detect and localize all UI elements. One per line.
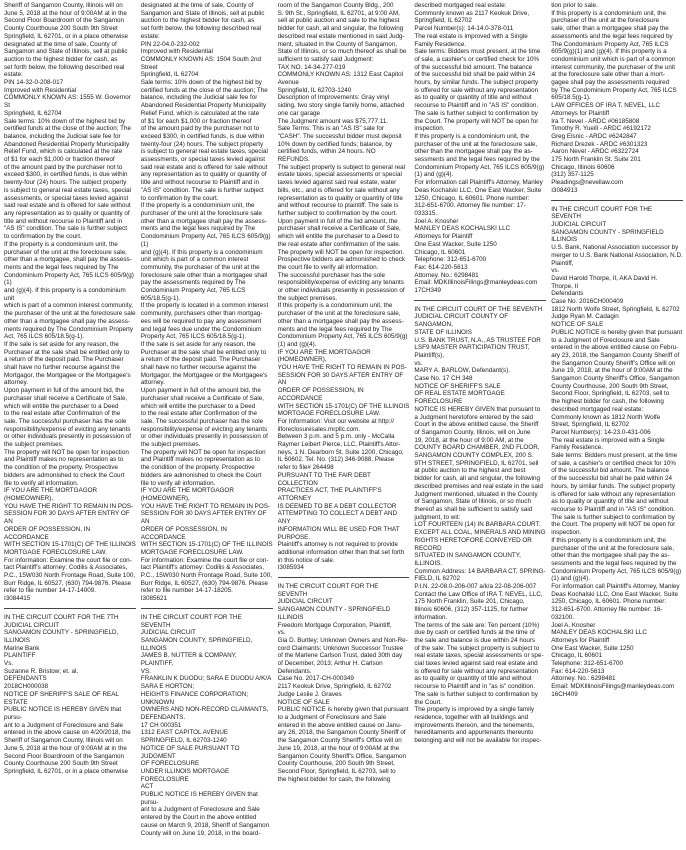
notice-text: described mortgaged real estate: Commonly known as 2117 Keokuk Drive, Springfield, IL 62702 Parcel Number(s): 14-14.0-378-011 The real estate is improved with a Single Family Residence. Sale terms: Bidders must present, at the time of sale, a cashier's or certified check for 10% of the successful bid amount. The balance of the successful bid shall be paid within 24 hours, by similar funds. The subject property is offered for sale without any representation as to quality or quantity of title and without recourse to Plaintiff and in "AS IS" condition. The sale is further subject to confirmation by the Court. The property will NOT be open for inspection. If this property is a condominium unit, the purchaser of the unit at the foreclosure sale, other than the mortgagee shall pay the as- sessments and the legal fees required by the Condominium Property Act, 765 ILCS 605/9(g) (1) and (g)(4). For information call Plaintiff's Attorney, Manley Deas Kochalski LLC, One East Wacker, Suite 1250, Chicago, IL 60601. Phone number: 312-651-6700. Attorney file number: 17- 033315. Joel A. Knosher MANLEY DEAS KOCHALSKI LLC Attorneys for Plaintiff One East Wacker, Suite 1250 Chicago, IL 60601 Telephone: 312-651-6700 Fax: 614-220-5613 Attorney. No.: 6298481 Email: MDKIllinoisFilings@manleydeas.com 17CH349 — [414, 2, 545, 295]
notice-block — [551, 206, 683, 699]
column-1 — [4, 2, 136, 850]
notice-text: IN THE CIRCUIT COURT FOR THE SEVENTH JUDICIAL CIRCUIT SANGAMON COUNTY - SPRINGFIELD ILLINOIS Freedom Mortgage Corporation, Plaintiff, vs. Gia D. Burtley; Unknown Owners and Non-Re- cord Claimants; Unknown Successor Trustee of the Marlene Carlson Trust, dated 30th day of December, 2013; Arthur H. Carlson Defendants. Case No. 2017-CH-000349 2117 Keokuk Drive, Springfield, IL 62702 Judge Leslie J. Graves NOTICE OF SALE PUBLIC NOTICE is hereby given that pursuant to a Judgment of Foreclosure and Sale entered in the above entitled cause on Janu- ary 26, 2018, the Sangamon County Sheriff of the Sangamon County Sheriff's Office will on June 19, 2018, at the hour of 9:00AM at the Sangamon County Sheriff's Office, Sangamon County Courthouse, 200 South 9th Street, Second Floor, Springfield, IL 62703, sell to the highest bidder for cash, the following — [277, 583, 409, 783]
notice-block — [141, 614, 273, 837]
notice-text: room of the Sangamon County Bldg., 200 S. 9th St., Springfield, IL 62701, at 9:00 AM, sell at public auction and sale to the highest bidder for cash, all and singular, the following described real estate mentioned in said Judg- ment, situated in the County of Sangamon, State of Illinois, or so much thereof as shall be sufficient to satisfy said Judgment: TAX NO. 14-34-277-019 COMMONLY KNOWN AS: 1312 East Capitol Avenue Springfield, IL 62703-1240 Description of Improvements: Gray vinyl siding, two story single family home, attached one car garage The Judgment amount was $75,777.11. Sale Terms: This is an "AS IS" sale for "CASH". The successful bidder must deposit 10% down by certified funds; balance, by certified funds, within 24 hours. NO REFUNDS. The subject property is subject to general real estate taxes, special assessments or special taxes levied against said real estate, water bills, etc., and is offered for sale without any representation as to quality or quantity of title and without recourse to plaintiff. The sale is further subject to confirmation by the court. Upon payment in full of the bid amount, the purchaser shall receive a Certificate of Sale, which will entitle the purchaser to a Deed to the real estate after confirmation of the sale. The property will NOT be open for inspection. Prospective bidders are admonished to check the court file to verify all information. The successful purchaser has the sole responsibility/expense of evicting any tenants or other individuals presently in possession of the subject premises. If this property is a condominium unit, the purchaser of the unit at the foreclosure sale, other than a mortgagee shall pay the assess- ments and the legal fees required by The Condominium Property Act, 765 ILCS 605/9(g) (1) and (g)(4). IF YOU ARE THE MORTGAGOR (HOMEOWNER), YOU HAVE THE RIGHT TO REMAIN IN POS- SESSION FOR 30 DAYS AFTER ENTRY OF AN ORDER OF POSSESSION, IN ACCORDANCE WITH SECTION 15-1701(C) OF THE ILLINOIS MORTGAGE FORECLOSURE LAW. For Information: Visit our website at http:// ilforeclosuresales.mrpllc.com. Between 3 p.m. and 5 p.m. only - McCalla Raymer Leibert Pierce, LLC, Plaintiff's Attor- neys, 1 N. Dearborn St. Suite 1200, Chicago, IL 60602. Tel. No. (312) 346-9088. Please refer to file# 264498 PURSUANT TO THE FAIR DEBT COLLECTION PRACTICES ACT, THE PLAINTIFF'S ATTORNEY IS DEEMED TO BE A DEBT COLLECTOR ATTEMPTING TO COLLECT A DEBT AND ANY INFORMATION WILL BE USED FOR THAT PURPOSE. Plaintiff's attorney is not required to provide additional information other than that set forth in this notice of sale. I3085934 — [277, 2, 410, 572]
notice-block — [141, 2, 273, 603]
notice-text: Sheriff of Sangamon County, Illinois will on June 5, 2018 at the hour of 9:00AM at in the Second Floor Boardroom of the Sangamon County Courthouse 200 South 9th Street Springfield, IL 62701, or in a place otherwise designated at the time of sale, County of Sangamon and State of Illinois, sell at public auction to the highest bidder for cash, as set forth below, the following described real estate: PIN 14-32-0-208-017 Improved with Residential COMMONLY KNOWN AS: 1555 W. Governor St Springfield, IL 62704 Sale terms: 10% down of the highest bid by certified funds at the close of the auction; The balance, including the Judicial sale fee for Abandoned Residential Property Municipality Relief Fund, which is calculated at the rate of $1 for each $1,000 or fraction thereof of the amount paid by the purchaser not to exceed $300, in certified funds, is due within twenty-four (24) hours. The subject property is subject to general real estate taxes, special assessments, or special taxes levied against said real estate and is offered for sale without any representation as to quality or quantity of title and without recourse to Plaintiff and in "AS IS" condition. The sale is further subject to confirmation by the court. If the property is a condominium unit, the purchaser of the unit at the foreclosure sale, other than a mortgagee, shall pay the assess- ments and the legal fees required by The Condominium Property Act, 765 ILCS 605/9(g)(1) and (g)(4). If this property is a condominium unit which is part of a common interest community, the purchaser of the unit at the foreclosure sale other than a mortgagee shall pay the assess- ments required by The Condominium Property Act, 765 ILCS 605/18.5(g-1). If the sale is set aside for any reason, the Purchaser at the sale shall be entitled only to a return of the deposit paid. The Purchaser shall have no further recourse against the Mortgagor, the Mortgagee or the Mortgagee's attorney. Upon payment in full of the amount bid, the purchaser shall receive a Certificate of Sale, which will entitle the purchaser to a Deed to the real estate after Confirmation of the sale. The successful purchaser has the sole responsibility/expense of evicting any tenants or other individuals presently in possession of the subject premises. The property will NOT be open for inspection and Plaintiff makes no representation as to the condition of the property. Prospective bidders are admonished to check the Court file to verify all information. IF YOU ARE THE MORTGAGOR (HOMEOWNER), YOU HAVE THE RIGHT TO REMAIN IN POS- SESSION FOR 30 DAYS AFTER ENTRY OF AN ORDER OF POSSESSION, IN ACCORDANCE WITH SECTION 15-1701(C) OF THE ILLINOIS MORTGAGE FORECLOSURE LAW. For information: Examine the court file or con- tact Plaintiff's attorney: Codilis & Associates, P.C., 15W030 North Frontage Road, Suite 100, Burr Ridge, IL 60527, (630) 794-9876. Please refer to file number 14-17-14009. I3084415 — [4, 2, 136, 603]
notice-text: IN THE CIRCUIT COURT FOR THE SEVENTH JUDICIAL CIRCUIT SANGAMON COUNTY, SPRINGFIELD, ILLINOIS JAMES B. NUTTER & COMPANY, PLAINTIFF, VS. FRANKLIN K DUODU; SARA E DUODU A/K/A SARA E HORTON; HEIGHTS FINANCE CORPORATION; UNKNOWN OWNERS AND NON-RECORD CLAIMANTS, DEFENDANTS. 17 CH 000351 1312 EAST CAPITOL AVENUE SPRINGFIELD, IL 62703-1240 NOTICE OF SALE PURSUANT TO JUDGMENT OF FORECLOSURE UNDER ILLINOIS MORTGAGE FORECLOSURE ACT PUBLIC NOTICE IS HEREBY GIVEN that pursu- ant to a Judgment of Foreclosure and Sale entered by the Court in the above entitled cause on March 9, 2018, Sheriff of Sangamon County will on June 19, 2018, in the board- — [140, 613, 272, 837]
notice-block — [278, 583, 410, 783]
notice-divider — [278, 577, 410, 578]
notice-divider — [4, 608, 136, 609]
notice-text: tion prior to sale. If this property is a condominium unit, the purchaser of the unit at the foreclosure sale, other than a mortgagee shall pay the assessments and the legal fees required by The Condominium Property Act, 765 ILCS 605/9(g)(1) and (g)(4). If this property is a condominium unit which is part of a common interest community, the purchaser of the unit at the foreclosure sale other than a mort- gagee shall pay the assessments required by The Condominium Property Act, 765 ILCS 605/18.5(g-1). LAW OFFICES OF IRA T. NEVEL, LLC Attorneys for Plaintiff Ira T. Nevel - ARDC #06185808 Timothy R. Yueill - ARDC #6192172 Greg Elsnic - ARDC #6242847 Richard Drezek - ARDC #6301323 Aaron Nevel - ARDC #6322724 175 North Franklin St. Suite 201 Chicago, Illinois 60606 (312) 357-1125 Pleadings@nevellaw.com I3084913 — [551, 2, 677, 194]
notice-block — [4, 614, 136, 776]
notice-block — [278, 2, 410, 572]
notice-divider — [141, 608, 273, 609]
notice-text: IN THE CIRCUIT COURT FOR THE 7TH JUDICIAL CIRCUIT SANGAMON COUNTY - SPRINGFIELD, ILLINOIS Marine Bank PLAINTIFF Vs. Suzanne R. Bristow; et. al. DEFENDANTS 2018CH000038 NOTICE OF SHERIFF'S SALE OF REAL ESTATE PUBLIC NOTICE IS HEREBY GIVEN that pursu- ant to a Judgment of Foreclosure and Sale entered in the above cause on 4/20/2018, the Sheriff of Sangamon County, Illinois will on June 5, 2018 at the hour of 9:00AM at in the Second Floor Boardroom of the Sangamon County Courthouse 200 South 9th Street Springfield, IL 62701, or in a place otherwise — [4, 613, 131, 775]
notice-divider — [414, 300, 546, 301]
notice-block — [551, 2, 683, 195]
notice-block — [414, 306, 546, 745]
notice-block — [414, 2, 546, 295]
notice-block — [4, 2, 136, 603]
column-2 — [141, 2, 273, 850]
notice-divider — [551, 200, 683, 201]
notice-text: IN THE CIRCUIT COURT OF THE SEVENTH JUDICIAL CIRCUIT COUNTY OF SANGAMON, STATE OF ILLINOIS U.S. BANK TRUST, N.A., AS TRUSTEE FOR LSF9 MASTER PARTICIPATION TRUST, Plaintiff(s), vs. MARY A. BARLOW, Defendant(s). Case No. 17 CH 348 NOTICE OF SHERIFF'S SALE OF REAL ESTATE MORTGAGE FORECLOSURE NOTICE IS HEREBY GIVEN that pursuant to a Judgment heretofore entered by the said Court in the above entitled cause, the Sheriff of Sangamon County, Illinois, will on June 19, 2018, at the hour of 9:00 AM, at the COUNTY BOARD CHAMBER, 2ND FLOOR, SANGAMON COUNTY COMPLEX, 200 S. 9TH STREET, SPRINGFIELD, IL 62701, sell at public auction to the highest and best bidder for cash, all and singular, the following described premises and real estate in the said Judgment mentioned, situated in the County of Sangamon, State of Illinois, or so much thereof as shall be sufficient to satisfy said judgment, to wit: LOT FOURTEEN (14) IN BARBARA COURT. EXCEPT ALL COAL, MINERALS AND MINING RIGHTS HERETOFORE CONVEYED OR RECORD SITUATED IN SANGAMON COUNTY, ILLINOIS. Common Address: 14 BARBARA CT, SPRING- FIELD, IL 62702 P.I.N. 22-08.0-206-007 a/k/a 22-08-206-007 Contact the Law Office of IRA T. NEVEL, LLC, 175 North Franklin, Suite 201, Chicago, Illinois 60606, (312) 357-1125, for further information. The terms of the sale are: Ten percent (10%) due by cash or certified funds at the time of the sale and balance is due within 24 hours of the sale. The subject property is subject to real estate taxes, special assessments or spe- cial taxes levied against said real estate and is offered for sale without any representation as to quality or quantity of title and without recourse to Plaintiff and in "as is" condition. The sale is further subject to confirmation by the Court. The property is improved by a single family residence, together with all buildings and improvements thereon, and the tenements, hereditaments and appurtenants thereunto belonging and will not be available for inspec- — [414, 305, 546, 745]
column-5 — [551, 2, 683, 850]
notice-text: IN THE CIRCUIT COURT FOR THE SEVENTH JUDICIAL CIRCUIT SANGAMON COUNTY - SPRINGFIELD ILLINOIS U.S. Bank, National Association successor by merger to U.S. Bank National Association, N.D. Plaintiff, vs. David Harold Thorpe, II, AKA David H. Thorpe, II Defendants Case No. 2016CH000409 1812 North Wolfe Street, Springfield, IL 62702 Judge Ryan M. Cadagin NOTICE OF SALE PUBLIC NOTICE is hereby given that pursuant to a Judgment of Foreclosure and Sale entered in the above entitled cause on Febru- ary 23, 2018, the Sangamon County Sheriff of the Sangamon County Sheriff's Office will on June 19, 2018, at the hour of 9:00AM at the Sangamon County Sheriff's Office, Sangamon County Courthouse, 200 South 9th Street, Second Floor, Springfield, IL 62703, sell to the highest bidder for cash, the following described mortgaged real estate: Commonly known as 1812 North Wolfe Street, Springfield, IL 62702 Parcel Number(s): 14-23.0-431-006 The real estate is improved with a Single Family Residence. Sale terms: Bidders must present, at the time of sale, a cashier's or certified check for 10% of the successful bid amount. The balance of the successful bid shall be paid within 24 hours, by similar funds. The subject property is offered for sale without any representation as to quality or quantity of title and without recourse to Plaintiff and in "AS IS" condition. The sale is further subject to confirmation by the Court. The property will NOT be open for inspection. If this property is a condominium unit, the purchaser of the unit at the foreclosure sale, other than the mortgagee shall pay the as- sessments and the legal fees required by the Condominium Property Act, 765 ILCS 605/9(g) (1) and (g)(4). For information call Plaintiff's Attorney, Manley Deas Kochalski LLC, One East Wacker, Suite 1250, Chicago, IL 60601. Phone number: 312-651-6700. Attorney file number: 16- 032100. Joel A. Knosher MANLEY DEAS KOCHALSKI LLC Attorneys for Plaintiff One East Wacker, Suite 1250 Chicago, IL 60601 Telephone: 312-651-6700 Fax: 614-220-5613 Attorney. No.: 6298481 Email: MDKIllinoisFilings@manleydeas.com 16CH409 — [551, 205, 683, 698]
column-4 — [414, 2, 546, 850]
column-3 — [278, 2, 410, 850]
notice-text: designated at the time of sale, County of Sangamon and State of Illinois, sell at public auction to the highest bidder for cash, as set forth below, the following described real estate: PIN 22-04.0-232-002 Improved with Residential COMMONLY KNOWN AS: 1504 South 2nd Street Springfield, IL 62704 Sale terms: 10% down of the highest bid by certified funds at the close of the auction; The balance, including the Judicial sale fee for Abandoned Residential Property Municipality Relief Fund, which is calculated at the rate of $1 for each $1,000 or fraction thereof of the amount paid by the purchaser not to exceed $300, in certified funds, is due within twenty-four (24) hours. The subject property is subject to general real estate taxes, special assessments, or special taxes levied against said real estate and is offered for sale without any representation as to quality or quantity of title and without recourse to Plaintiff and in "AS IS" condition. The sale is further subject to confirmation by the court. If the property is a condominium unit, the purchaser of the unit at the foreclosure sale other than a mortgagee shall pay the assess- ments and the legal fees required by The Condominium Property Act, 765 ILCS 605/9(g)(1) and (g)(4). If this property is a condominium unit which is part of a common interest community, the purchaser of the unit at the foreclosure sale other than a mortgagee shall pay the assessments required by The Condominium Property Act, 765 ILCS 605/18.5(g-1). If the property is located in a common interest community, purchasers other than mortgag- ees will be required to pay any assessment and legal fees due under the Condominium Property Act, 765 ILCS 605/18.5(g-1). If the sale is set aside for any reason, the Purchaser at the sale shall be entitled only to a return of the deposit paid. The Purchaser shall have no further recourse against the Mortgagor, the Mortgagee or the Mortgagee's attorney. Upon payment in full of the amount bid, the purchaser shall receive a Certificate of Sale, which will entitle the purchaser to a Deed to the real estate after Confirmation of the sale. The successful purchaser has the sole responsibility/expense of evicting any tenants or other individuals presently in possession of the subject premises. The property will NOT be open for inspection and Plaintiff makes no representation as to the condition of the property. Prospective bidders are admonished to check the Court file to verify all information. IF YOU ARE THE MORTGAGOR (HOMEOWNER), YOU HAVE THE RIGHT TO REMAIN IN POS- SESSION FOR 30 DAYS AFTER ENTRY OF AN ORDER OF POSSESSION, IN ACCORDANCE WITH SECTION 15-1701(C) OF THE ILLINOIS MORTGAGE FORECLOSURE LAW. For information: Examine the court file or con- tact Plaintiff's attorney: Codilis & Associates, P.C., 15W030 North Frontage Road, Suite 100, Burr Ridge, IL 60527, (630) 794-9876. Please refer to file number 14-17-18205. I3085621 — [140, 2, 273, 603]
